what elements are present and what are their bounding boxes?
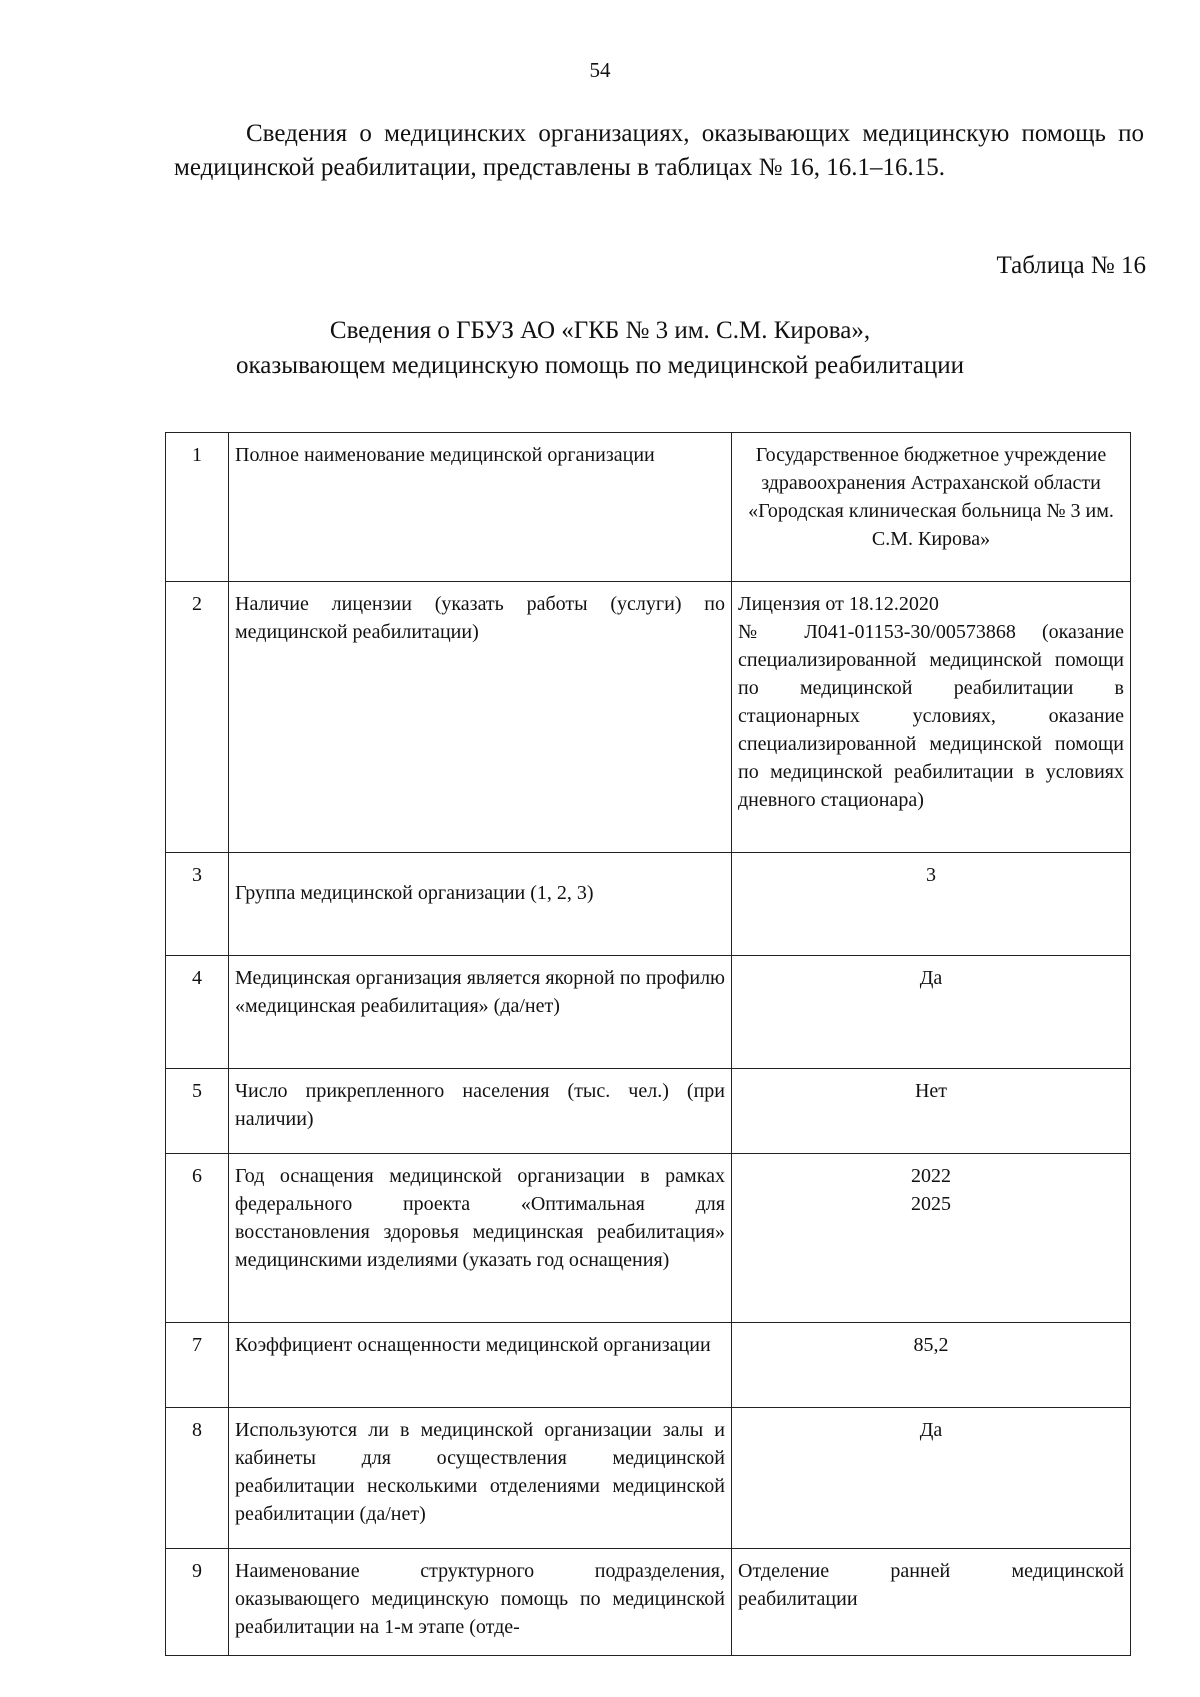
row-number: 6 [166, 1154, 229, 1323]
row-value: Отделение ранней медицинской реабилитации [732, 1549, 1131, 1656]
row-number: 3 [166, 853, 229, 956]
row-parameter: Используются ли в медицинской организации залы и кабинеты для осуществления медицинской реабилитации несколькими отделениями медицинской реабилитации (да/нет) [229, 1408, 732, 1549]
table-title [0, 313, 1200, 383]
table-row [166, 1549, 1131, 1656]
table-row [166, 1154, 1131, 1323]
row-value: Лицензия от 18.12.2020 № Л041-01153-30/00573868 (оказание специализированной медицинской помощи по медицинской реабилитации в стационарных условиях, оказание специализированной медицинской помощи по медицинской реабилитации в условиях дневного стационара) [732, 582, 1131, 853]
row-parameter: Медицинская организация является якорной по профилю «медицинская реабилитация» (да/нет) [229, 956, 732, 1069]
row-value: 2022 2025 [732, 1154, 1131, 1323]
row-number: 8 [166, 1408, 229, 1549]
row-value: 85,2 [732, 1323, 1131, 1408]
row-number: 5 [166, 1069, 229, 1154]
row-value: Да [732, 1408, 1131, 1549]
table-label: Таблица № 16 [996, 252, 1146, 279]
page-number: 54 [589, 58, 611, 82]
table-row [166, 1069, 1131, 1154]
row-number: 1 [166, 433, 229, 582]
table-title-line-1: Сведения о ГБУЗ АО «ГКБ № 3 им. С.М. Кирова», [329, 317, 871, 344]
row-number: 4 [166, 956, 229, 1069]
table-title-line-2: оказывающем медицинскую помощь по медицинской реабилитации [236, 352, 964, 379]
row-parameter: Полное наименование медицинской организации [229, 433, 732, 582]
row-value: Нет [732, 1069, 1131, 1154]
row-value: 3 [732, 853, 1131, 956]
row-number: 2 [166, 582, 229, 853]
row-parameter: Группа медицинской организации (1, 2, 3) [229, 853, 732, 956]
row-number: 7 [166, 1323, 229, 1408]
row-parameter: Коэффициент оснащенности медицинской организации [229, 1323, 732, 1408]
row-parameter: Наличие лицензии (указать работы (услуги) по медицинской реабилитации) [229, 582, 732, 853]
table-row [166, 853, 1131, 956]
intro-paragraph: Сведения о медицинских организациях, оказывающих медицинскую помощь по медицинской реабилитации, представлены в таблицах № 16, 16.1–16.15. [174, 120, 1144, 181]
row-parameter: Наименование структурного подразделения, оказывающего медицинскую помощь по медицинской реабилитации на 1-м этапе (отде- [229, 1549, 732, 1656]
organization-info-table [165, 432, 1131, 1656]
row-parameter: Число прикрепленного населения (тыс. чел.) (при наличии) [229, 1069, 732, 1154]
row-parameter: Год оснащения медицинской организации в рамках федерального проекта «Оптимальная для восстановления здоровья медицинская реабилитация» медицинскими изделиями (указать год оснащения) [229, 1154, 732, 1323]
table-row [166, 433, 1131, 582]
table-row [166, 1323, 1131, 1408]
table-row [166, 1408, 1131, 1549]
row-value: Государственное бюджетное учреждение здравоохранения Астраханской области «Городская клиническая больница № 3 им. С.М. Кирова» [732, 433, 1131, 582]
table-row [166, 582, 1131, 853]
row-number: 9 [166, 1549, 229, 1656]
row-value: Да [732, 956, 1131, 1069]
table-row [166, 956, 1131, 1069]
